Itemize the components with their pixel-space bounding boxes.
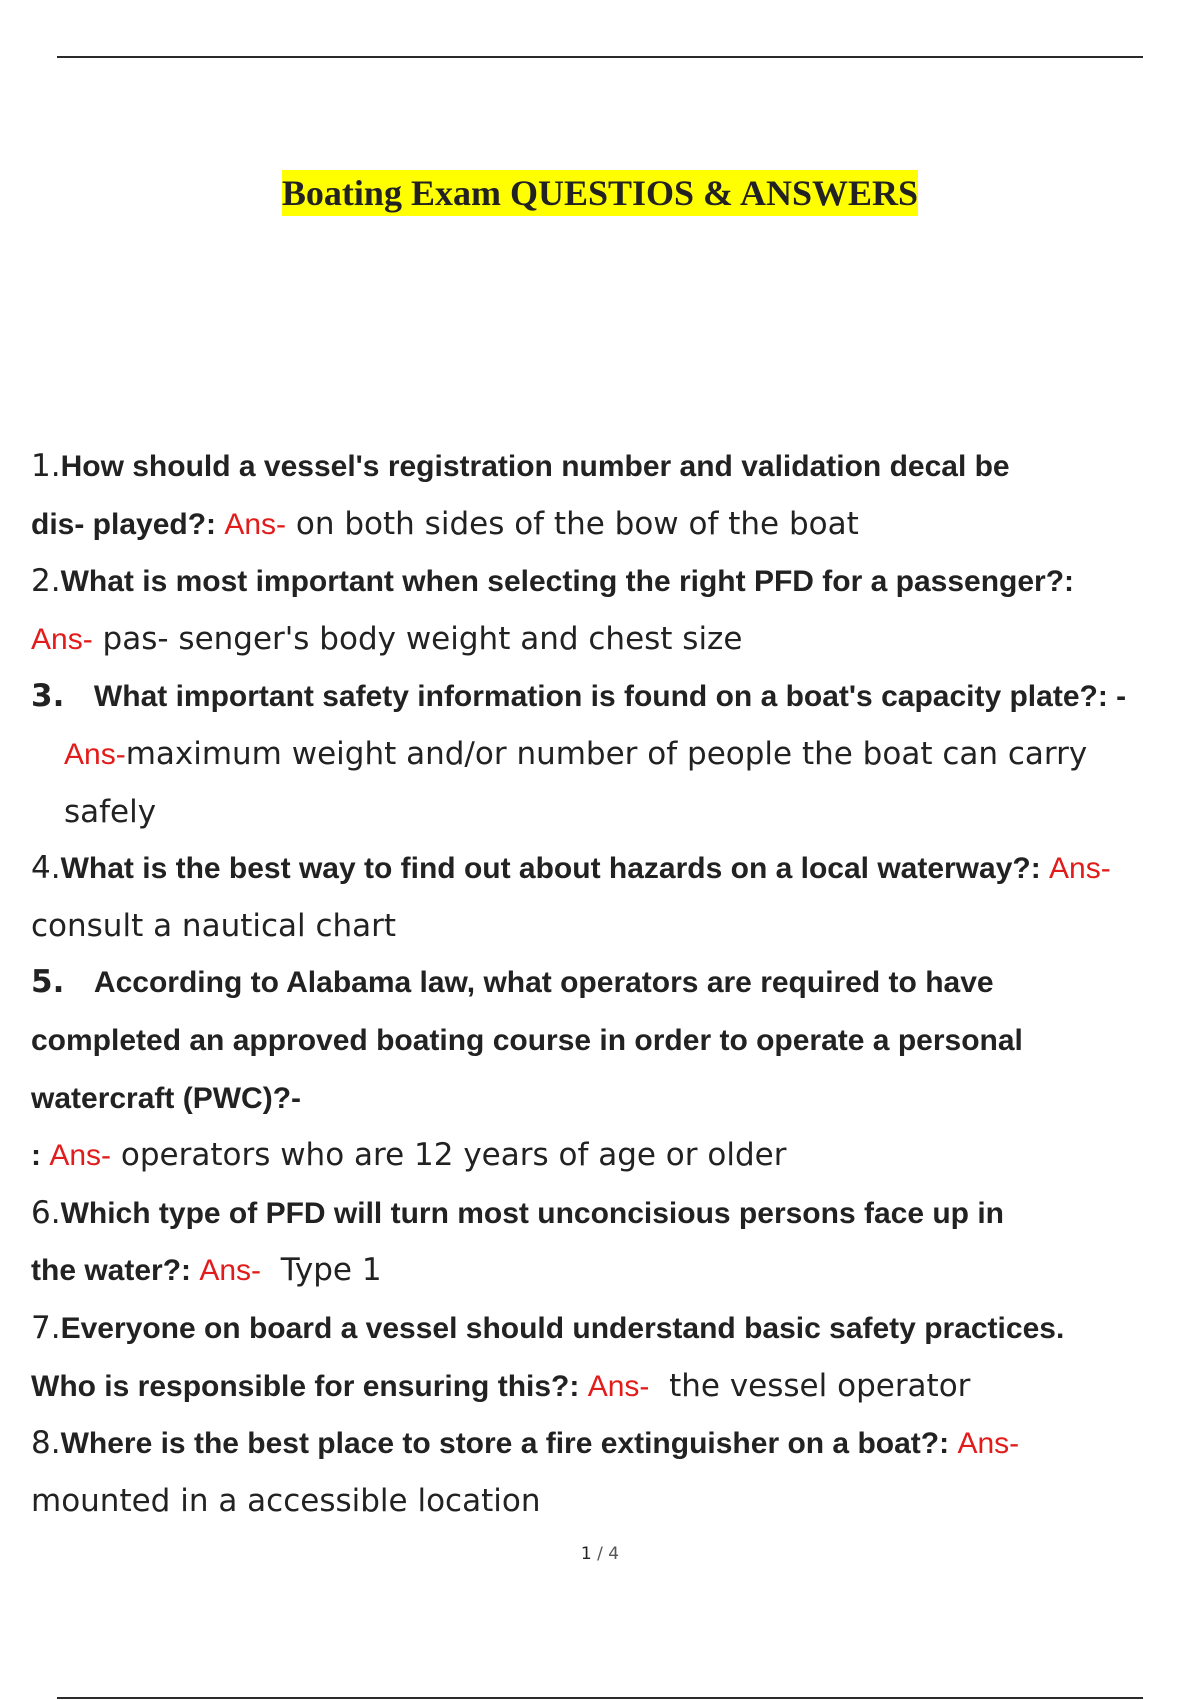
question-number: 5. [31, 964, 65, 1001]
answer-label: Ans- [957, 1427, 1020, 1461]
question-text: What is the best way to find out about hazards on a local waterway?: [60, 852, 1050, 886]
bottom-rule [57, 1697, 1143, 1699]
answer-text: Type 1 [280, 1252, 382, 1289]
qa-item-3 [31, 668, 1191, 840]
qa-item-7 [31, 1300, 1191, 1415]
question-text: Everyone on board a vessel should understand basic safety practices. [60, 1311, 1065, 1345]
answer-text: safely [64, 793, 157, 830]
title-container [0, 170, 1200, 216]
question-text: : [31, 1139, 50, 1173]
answer-label: Ans- [49, 1139, 112, 1173]
qa-item-6 [31, 1185, 1191, 1300]
question-number: 8. [31, 1425, 61, 1462]
question-text: How should a vessel's registration number and validation decal be [60, 450, 1010, 483]
qa-item-8 [31, 1415, 1191, 1529]
question-text: the water?: [31, 1254, 200, 1288]
page-total: 4 [608, 1544, 620, 1564]
answer-text: maximum weight and/or number of people the boat can carry [125, 735, 1088, 772]
qa-item-5 [31, 954, 1191, 1184]
page-title: Boating Exam QUESTIOS & ANSWERS [282, 170, 918, 216]
top-rule [57, 56, 1143, 58]
answer-text: operators who are 12 years of age or older [120, 1137, 787, 1174]
answer-label: Ans- [199, 1254, 262, 1288]
answer-label: Ans- [587, 1369, 650, 1403]
page-current: 1 [580, 1544, 592, 1564]
page-separator: / [597, 1544, 603, 1564]
question-number: 7. [31, 1309, 61, 1346]
qa-item-4 [31, 840, 1191, 954]
question-number: 2. [31, 563, 61, 600]
answer-label: Ans- [31, 622, 93, 656]
question-text: watercraft (PWC)?- [31, 1081, 302, 1115]
answer-text: consult a nautical chart [31, 907, 397, 944]
question-number: 1. [31, 448, 61, 484]
question-text: Which type of PFD will turn most unconcisious persons face up in [60, 1196, 1004, 1230]
question-text: Who is responsible for ensuring this?: [31, 1369, 588, 1403]
answer-text: pas- senger's body weight and chest size [102, 620, 743, 657]
question-number: 6. [31, 1194, 61, 1231]
answer-text: mounted in a accessible location [31, 1482, 541, 1519]
question-number: 4. [31, 850, 61, 887]
question-text: According to Alabama law, what operators are required to have [93, 966, 994, 1000]
page-number [0, 1544, 1200, 1564]
question-text: completed an approved boating course in order to operate a personal [31, 1023, 1023, 1057]
question-text: What is most important when selecting the right PFD for a passenger?: [60, 565, 1075, 599]
qa-item-1 [31, 438, 1191, 553]
answer-label: Ans- [64, 737, 126, 771]
answer-label: Ans- [224, 507, 287, 541]
question-number: 3. [31, 678, 65, 715]
question-text: What important safety information is found on a boat's capacity plate?: - [93, 680, 1127, 714]
answer-text: on both sides of the bow of the boat [295, 505, 859, 542]
answer-text: the vessel operator [669, 1367, 971, 1404]
question-text: Where is the best place to store a fire extinguisher on a boat?: [60, 1427, 958, 1461]
answer-label: Ans- [1049, 852, 1111, 886]
qa-item-2 [31, 553, 1191, 668]
question-text: dis- played?: [31, 507, 225, 541]
qa-list [31, 438, 1191, 1529]
